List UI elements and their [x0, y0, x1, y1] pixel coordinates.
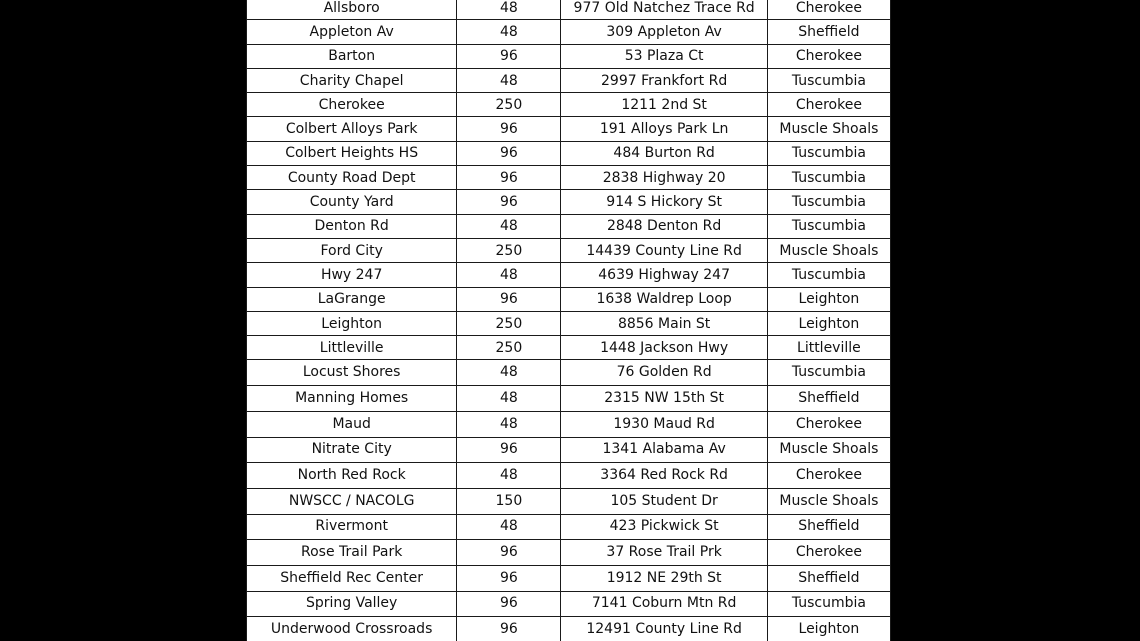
capacity-cell: 48 — [457, 386, 561, 412]
site-name-cell: Colbert Alloys Park — [247, 117, 457, 141]
table-row — [247, 44, 891, 68]
table-row — [247, 238, 891, 262]
address-cell: 2848 Denton Rd — [561, 214, 767, 238]
site-name-cell: Ford City — [247, 238, 457, 262]
capacity-cell: 150 — [457, 488, 561, 514]
city-cell: Muscle Shoals — [767, 117, 890, 141]
site-name-cell: Colbert Heights HS — [247, 141, 457, 165]
capacity-cell: 96 — [457, 166, 561, 190]
capacity-cell: 48 — [457, 514, 561, 540]
city-cell: Cherokee — [767, 411, 890, 437]
city-cell: Tuscumbia — [767, 166, 890, 190]
address-cell: 12491 County Line Rd — [561, 617, 767, 641]
address-cell: 2315 NW 15th St — [561, 386, 767, 412]
capacity-cell: 48 — [457, 463, 561, 489]
capacity-cell: 250 — [457, 336, 561, 360]
site-name-cell: LaGrange — [247, 287, 457, 311]
site-name-cell: Leighton — [247, 311, 457, 335]
capacity-cell: 96 — [457, 591, 561, 617]
address-cell: 53 Plaza Ct — [561, 44, 767, 68]
city-cell: Muscle Shoals — [767, 488, 890, 514]
capacity-cell: 96 — [457, 565, 561, 591]
table-row — [247, 463, 891, 489]
city-cell: Tuscumbia — [767, 214, 890, 238]
sites-table — [246, 0, 891, 641]
address-cell: 191 Alloys Park Ln — [561, 117, 767, 141]
site-name-cell: Nitrate City — [247, 437, 457, 463]
city-cell: Tuscumbia — [767, 360, 890, 386]
site-name-cell: Allsboro — [247, 0, 457, 20]
table-row — [247, 166, 891, 190]
city-cell: Tuscumbia — [767, 190, 890, 214]
city-cell: Sheffield — [767, 20, 890, 44]
capacity-cell: 48 — [457, 20, 561, 44]
site-name-cell: Denton Rd — [247, 214, 457, 238]
table-row — [247, 488, 891, 514]
site-name-cell: County Yard — [247, 190, 457, 214]
table-row — [247, 214, 891, 238]
table-row — [247, 336, 891, 360]
city-cell: Leighton — [767, 311, 890, 335]
address-cell: 309 Appleton Av — [561, 20, 767, 44]
address-cell: 1912 NE 29th St — [561, 565, 767, 591]
city-cell: Sheffield — [767, 386, 890, 412]
site-name-cell: Manning Homes — [247, 386, 457, 412]
table-row — [247, 287, 891, 311]
table-row — [247, 514, 891, 540]
site-name-cell: Rivermont — [247, 514, 457, 540]
city-cell: Cherokee — [767, 540, 890, 566]
capacity-cell: 48 — [457, 214, 561, 238]
table-row — [247, 565, 891, 591]
capacity-cell: 96 — [457, 617, 561, 641]
site-name-cell: Hwy 247 — [247, 263, 457, 287]
city-cell: Tuscumbia — [767, 68, 890, 92]
address-cell: 76 Golden Rd — [561, 360, 767, 386]
address-cell: 4639 Highway 247 — [561, 263, 767, 287]
capacity-cell: 48 — [457, 0, 561, 20]
table-row — [247, 0, 891, 20]
site-name-cell: Underwood Crossroads — [247, 617, 457, 641]
address-cell: 1211 2nd St — [561, 93, 767, 117]
address-cell: 977 Old Natchez Trace Rd — [561, 0, 767, 20]
table-row — [247, 591, 891, 617]
site-name-cell: Maud — [247, 411, 457, 437]
address-cell: 1638 Waldrep Loop — [561, 287, 767, 311]
address-cell: 2997 Frankfort Rd — [561, 68, 767, 92]
city-cell: Cherokee — [767, 93, 890, 117]
capacity-cell: 96 — [457, 141, 561, 165]
address-cell: 484 Burton Rd — [561, 141, 767, 165]
address-cell: 8856 Main St — [561, 311, 767, 335]
capacity-cell: 96 — [457, 190, 561, 214]
site-name-cell: Barton — [247, 44, 457, 68]
table-row — [247, 190, 891, 214]
capacity-cell: 96 — [457, 117, 561, 141]
site-name-cell: Charity Chapel — [247, 68, 457, 92]
table-row — [247, 141, 891, 165]
capacity-cell: 48 — [457, 263, 561, 287]
table-row — [247, 360, 891, 386]
site-name-cell: Sheffield Rec Center — [247, 565, 457, 591]
city-cell: Sheffield — [767, 514, 890, 540]
site-name-cell: NWSCC / NACOLG — [247, 488, 457, 514]
address-cell: 1341 Alabama Av — [561, 437, 767, 463]
table-row — [247, 617, 891, 641]
city-cell: Tuscumbia — [767, 591, 890, 617]
capacity-cell: 48 — [457, 360, 561, 386]
city-cell: Leighton — [767, 617, 890, 641]
site-name-cell: Cherokee — [247, 93, 457, 117]
capacity-cell: 48 — [457, 68, 561, 92]
site-name-cell: County Road Dept — [247, 166, 457, 190]
site-name-cell: Appleton Av — [247, 20, 457, 44]
table-row — [247, 263, 891, 287]
city-cell: Muscle Shoals — [767, 238, 890, 262]
table-row — [247, 386, 891, 412]
address-cell: 7141 Coburn Mtn Rd — [561, 591, 767, 617]
address-cell: 423 Pickwick St — [561, 514, 767, 540]
city-cell: Sheffield — [767, 565, 890, 591]
city-cell: Muscle Shoals — [767, 437, 890, 463]
address-cell: 105 Student Dr — [561, 488, 767, 514]
capacity-cell: 250 — [457, 238, 561, 262]
table-row — [247, 68, 891, 92]
capacity-cell: 48 — [457, 411, 561, 437]
address-cell: 914 S Hickory St — [561, 190, 767, 214]
capacity-cell: 96 — [457, 287, 561, 311]
city-cell: Littleville — [767, 336, 890, 360]
site-name-cell: Spring Valley — [247, 591, 457, 617]
address-cell: 14439 County Line Rd — [561, 238, 767, 262]
site-name-cell: Littleville — [247, 336, 457, 360]
table-row — [247, 437, 891, 463]
capacity-cell: 96 — [457, 44, 561, 68]
capacity-cell: 250 — [457, 93, 561, 117]
address-cell: 37 Rose Trail Prk — [561, 540, 767, 566]
capacity-cell: 250 — [457, 311, 561, 335]
city-cell: Cherokee — [767, 463, 890, 489]
capacity-cell: 96 — [457, 540, 561, 566]
capacity-cell: 96 — [457, 437, 561, 463]
city-cell: Tuscumbia — [767, 263, 890, 287]
address-cell: 2838 Highway 20 — [561, 166, 767, 190]
city-cell: Tuscumbia — [767, 141, 890, 165]
address-cell: 1930 Maud Rd — [561, 411, 767, 437]
table-row — [247, 311, 891, 335]
table-row — [247, 117, 891, 141]
address-cell: 3364 Red Rock Rd — [561, 463, 767, 489]
address-cell: 1448 Jackson Hwy — [561, 336, 767, 360]
site-name-cell: Locust Shores — [247, 360, 457, 386]
city-cell: Leighton — [767, 287, 890, 311]
table-row — [247, 93, 891, 117]
site-name-cell: North Red Rock — [247, 463, 457, 489]
table-row — [247, 540, 891, 566]
spreadsheet-image — [246, 0, 891, 641]
table-row — [247, 411, 891, 437]
city-cell: Cherokee — [767, 0, 890, 20]
city-cell: Cherokee — [767, 44, 890, 68]
sites-table-body — [247, 0, 891, 641]
table-row — [247, 20, 891, 44]
site-name-cell: Rose Trail Park — [247, 540, 457, 566]
